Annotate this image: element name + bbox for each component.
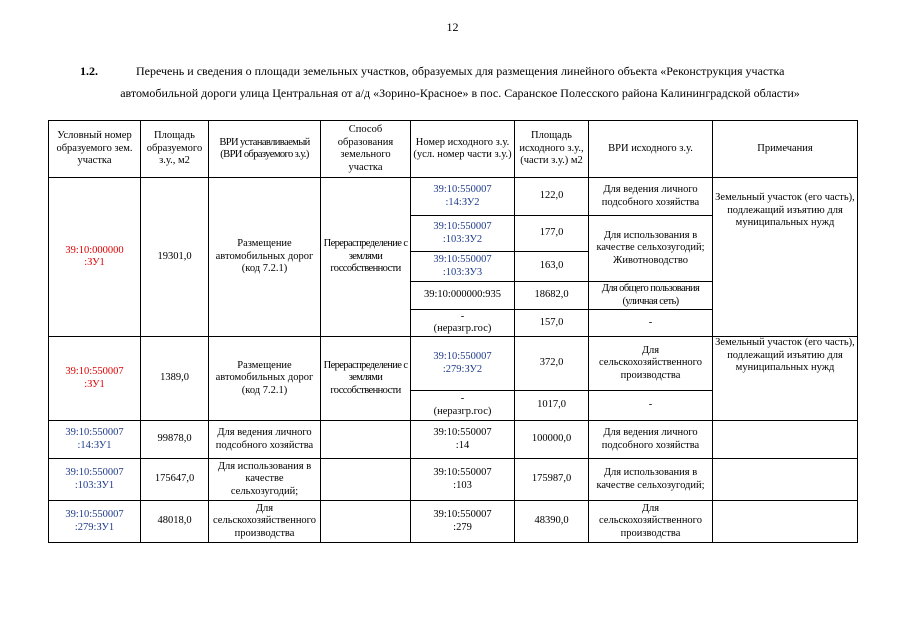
table-row: [49, 337, 858, 391]
formation-method-cell: Перераспределение с землями госсобственности: [321, 178, 411, 337]
plot-area-cell: 99878,0: [141, 421, 209, 459]
source-id-cell: 39:10:550007 :14:ЗУ2: [411, 178, 515, 216]
formation-method-cell: [321, 501, 411, 543]
header-cell: ВРИ исходного з.у.: [589, 121, 713, 178]
source-id-cell: - (неразгр.гос): [411, 391, 515, 421]
source-id-cell: 39:10:550007 :14: [411, 421, 515, 459]
note-cell: Земельный участок (его часть), подлежащий изъятию для муниципальных нужд: [713, 178, 858, 337]
source-area-cell: 122,0: [515, 178, 589, 216]
source-vri-cell: Для сельскохозяйственного производства: [589, 501, 713, 543]
note-cell: [713, 459, 858, 501]
note-cell: [713, 421, 858, 459]
source-area-cell: 1017,0: [515, 391, 589, 421]
plot-vri-cell: Для сельскохозяйственного производства: [209, 501, 321, 543]
plot-vri-cell: Размещение автомобильных дорог (код 7.2.1): [209, 178, 321, 337]
header-cell: Номер исходного з.у. (усл. номер части з.у.): [411, 121, 515, 178]
plot-vri-cell: Для ведения личного подсобного хозяйства: [209, 421, 321, 459]
note-cell: Земельный участок (его часть), подлежащий изъятию для муниципальных нужд: [713, 337, 858, 421]
source-vri-cell: Для общего пользования (уличная сеть): [589, 282, 713, 310]
source-id-cell: 39:10:550007 :103:ЗУ3: [411, 252, 515, 282]
source-area-cell: 157,0: [515, 310, 589, 337]
source-vri-cell: Для ведения личного подсобного хозяйства: [589, 178, 713, 216]
plot-area-cell: 175647,0: [141, 459, 209, 501]
source-area-cell: 175987,0: [515, 459, 589, 501]
source-id-cell: 39:10:550007 :103: [411, 459, 515, 501]
source-vri-cell: Для использования в качестве сельхозугодий;: [589, 459, 713, 501]
plot-id-cell: 39:10:550007 :103:ЗУ1: [49, 459, 141, 501]
plot-id-cell: 39:10:000000 :ЗУ1: [49, 178, 141, 337]
header-cell: Площадь исходного з.у., (части з.у.) м2: [515, 121, 589, 178]
section-heading: [80, 60, 840, 104]
source-area-cell: 18682,0: [515, 282, 589, 310]
source-vri-cell: Для сельскохозяйственного производства: [589, 337, 713, 391]
header-cell: ВРИ устанавливаемый (ВРИ образуемого з.у.): [209, 121, 321, 178]
source-area-cell: 177,0: [515, 216, 589, 252]
source-id-cell: - (неразгр.гос): [411, 310, 515, 337]
source-area-cell: 372,0: [515, 337, 589, 391]
source-id-cell: 39:10:000000:935: [411, 282, 515, 310]
formation-method-cell: Перераспределение с землями госсобственности: [321, 337, 411, 421]
plot-id-cell: 39:10:550007 :14:ЗУ1: [49, 421, 141, 459]
heading-line-1: Перечень и сведения о площади земельных участков, образуемых для размещения линейного объекта «Реконструкция участка: [136, 64, 785, 78]
heading-line-2: автомобильной дороги улица Центральная от а/д «Зорино-Красное» в пос. Саранское Полесского района Калининградской области»: [120, 86, 800, 100]
source-area-cell: 163,0: [515, 252, 589, 282]
plot-id-cell: 39:10:550007 :279:ЗУ1: [49, 501, 141, 543]
table-row: [49, 501, 858, 543]
header-cell: Способ образования земельного участка: [321, 121, 411, 178]
header-cell: Условный номер образуемого зем. участка: [49, 121, 141, 178]
plot-area-cell: 48018,0: [141, 501, 209, 543]
plot-vri-cell: Для использования в качестве сельхозугодий;: [209, 459, 321, 501]
source-vri-cell: -: [589, 391, 713, 421]
source-id-cell: 39:10:550007 :279: [411, 501, 515, 543]
table-row: [49, 178, 858, 216]
source-vri-cell: Для ведения личного подсобного хозяйства: [589, 421, 713, 459]
header-cell: Примечания: [713, 121, 858, 178]
plot-area-cell: 19301,0: [141, 178, 209, 337]
header-cell: Площадь образуемого з.у., м2: [141, 121, 209, 178]
table-row: [49, 421, 858, 459]
land-plots-table: [48, 120, 858, 543]
source-area-cell: 48390,0: [515, 501, 589, 543]
table-row: [49, 459, 858, 501]
formation-method-cell: [321, 421, 411, 459]
source-vri-cell: -: [589, 310, 713, 337]
source-id-cell: 39:10:550007 :279:ЗУ2: [411, 337, 515, 391]
plot-area-cell: 1389,0: [141, 337, 209, 421]
plot-id-cell: 39:10:550007 :ЗУ1: [49, 337, 141, 421]
note-cell: [713, 501, 858, 543]
source-id-cell: 39:10:550007 :103:ЗУ2: [411, 216, 515, 252]
plot-vri-cell: Размещение автомобильных дорог (код 7.2.1): [209, 337, 321, 421]
source-vri-cell: Для использования в качестве сельхозугодий; Животноводство: [589, 216, 713, 282]
formation-method-cell: [321, 459, 411, 501]
table-header-row: [49, 121, 858, 178]
section-number: 1.2.: [80, 64, 98, 78]
source-area-cell: 100000,0: [515, 421, 589, 459]
page-number: 12: [446, 20, 459, 34]
